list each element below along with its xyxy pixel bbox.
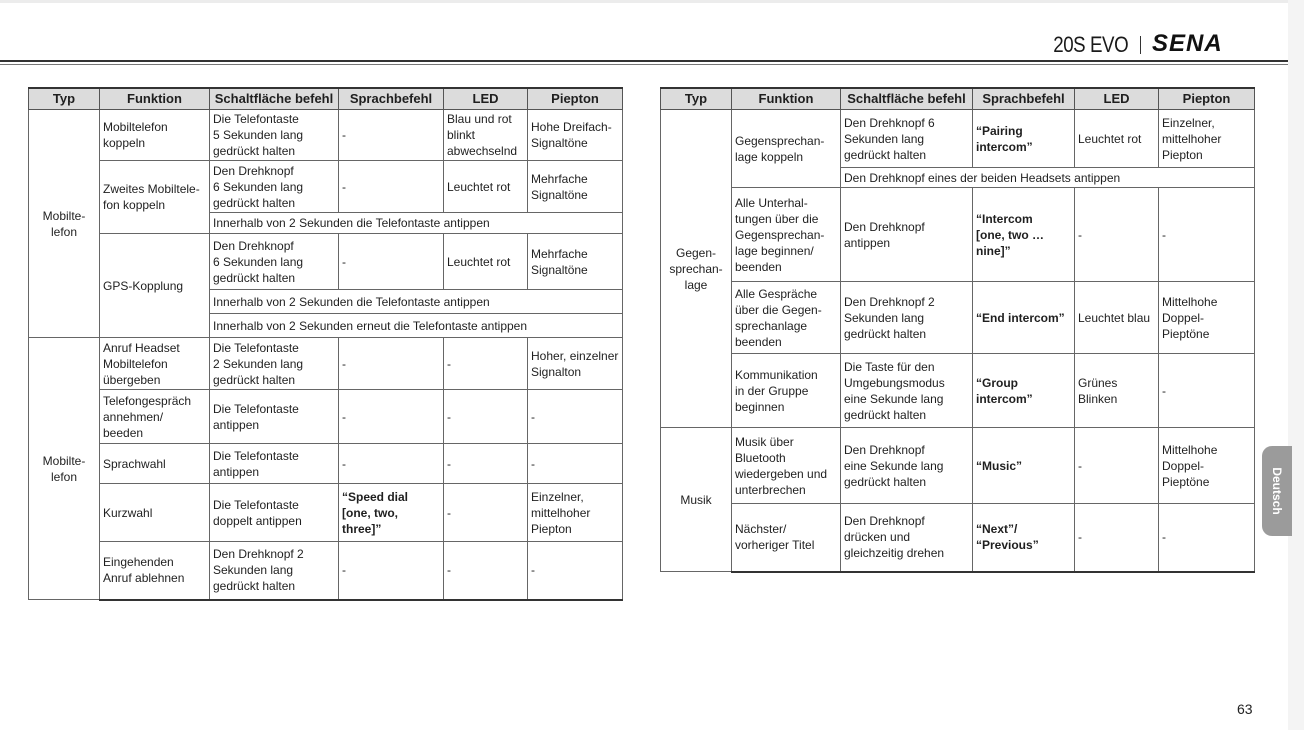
beep-cell: Mehrfache Signaltöne bbox=[528, 234, 623, 290]
table-row bbox=[29, 234, 623, 290]
funktion-cell: Alle Unterhal- tungen über die Gegensprechan- lage beginnen/ beenden bbox=[732, 188, 841, 282]
button-command-cell: Die Telefontaste antippen bbox=[210, 444, 339, 484]
page-number: 63 bbox=[1237, 701, 1253, 717]
button-command-cell: Den Drehknopf drücken und gleichzeitig drehen bbox=[841, 504, 973, 572]
header-sprachbefehl: Sprachbefehl bbox=[973, 88, 1075, 110]
led-cell: - bbox=[444, 444, 528, 484]
led-cell: Leuchtet rot bbox=[444, 234, 528, 290]
led-cell: Blau und rot blinkt abwechselnd bbox=[444, 110, 528, 161]
beep-cell: Mittelhohe Doppel- Pieptöne bbox=[1159, 428, 1255, 504]
beep-cell: Einzelner, mittelhoher Piepton bbox=[1159, 110, 1255, 168]
beep-cell: Mehrfache Signaltöne bbox=[528, 161, 623, 213]
funktion-cell: Sprachwahl bbox=[100, 444, 210, 484]
voice-command-cell: “Speed dial [one, two, three]” bbox=[339, 484, 444, 542]
led-cell: - bbox=[444, 542, 528, 600]
voice-command-cell: “Pairing intercom” bbox=[973, 110, 1075, 168]
followup-step-cell: Innerhalb von 2 Sekunden die Telefontaste antippen bbox=[210, 290, 623, 314]
voice-command-cell: - bbox=[339, 390, 444, 444]
funktion-cell: Musik über Bluetooth wiedergeben und unterbrechen bbox=[732, 428, 841, 504]
button-command-cell: Den Drehknopf 6 Sekunden lang gedrückt halten bbox=[841, 110, 973, 168]
table-row bbox=[29, 542, 623, 600]
header-rule bbox=[0, 60, 1288, 62]
beep-cell: Mittelhohe Doppel- Pieptöne bbox=[1159, 282, 1255, 354]
funktion-cell: Eingehenden Anruf ablehnen bbox=[100, 542, 210, 600]
header-funktion: Funktion bbox=[732, 88, 841, 110]
funktion-cell: Kommunikation in der Gruppe beginnen bbox=[732, 354, 841, 428]
header-schaltflaeche: Schaltfläche befehl bbox=[210, 88, 339, 110]
header-led: LED bbox=[1075, 88, 1159, 110]
typ-cell: Gegen- sprechan- lage bbox=[661, 110, 732, 428]
beep-cell: - bbox=[528, 542, 623, 600]
beep-cell: Hoher, einzelner Signalton bbox=[528, 338, 623, 390]
table-row bbox=[29, 161, 623, 213]
button-command-cell: Den Drehknopf 2 Sekunden lang gedrückt halten bbox=[841, 282, 973, 354]
button-command-cell: Den Drehknopf 6 Sekunden lang gedrückt halten bbox=[210, 234, 339, 290]
button-command-cell: Den Drehknopf antippen bbox=[841, 188, 973, 282]
funktion-cell: Anruf Headset Mobiltelefon übergeben bbox=[100, 338, 210, 390]
header-rule-thin bbox=[0, 64, 1288, 65]
voice-command-cell: “Music” bbox=[973, 428, 1075, 504]
followup-step-cell: Den Drehknopf eines der beiden Headsets antippen bbox=[841, 168, 1255, 188]
table-row bbox=[661, 354, 1255, 428]
led-cell: Leuchtet blau bbox=[1075, 282, 1159, 354]
beep-cell: Einzelner, mittelhoher Piepton bbox=[528, 484, 623, 542]
funktion-cell: Nächster/ vorheriger Titel bbox=[732, 504, 841, 572]
button-command-cell: Die Telefontaste 5 Sekunden lang gedrückt halten bbox=[210, 110, 339, 161]
table-header-row bbox=[29, 88, 623, 110]
beep-cell: - bbox=[1159, 354, 1255, 428]
voice-command-cell: “Next”/ “Previous” bbox=[973, 504, 1075, 572]
button-command-cell: Die Telefontaste doppelt antippen bbox=[210, 484, 339, 542]
button-command-cell: Den Drehknopf 6 Sekunden lang gedrückt halten bbox=[210, 161, 339, 213]
funktion-cell: Zweites Mobiltele- fon koppeln bbox=[100, 161, 210, 234]
led-cell: Leuchtet rot bbox=[1075, 110, 1159, 168]
typ-cell: Mobilte- lefon bbox=[29, 110, 100, 338]
table-row bbox=[29, 484, 623, 542]
led-cell: - bbox=[1075, 504, 1159, 572]
typ-cell: Musik bbox=[661, 428, 732, 572]
left-command-table bbox=[28, 87, 623, 601]
beep-cell: - bbox=[1159, 188, 1255, 282]
button-command-cell: Den Drehknopf eine Sekunde lang gedrückt halten bbox=[841, 428, 973, 504]
beep-cell: - bbox=[1159, 504, 1255, 572]
header-typ: Typ bbox=[661, 88, 732, 110]
beep-cell: - bbox=[528, 444, 623, 484]
typ-cell: Mobilte- lefon bbox=[29, 338, 100, 600]
language-tab[interactable] bbox=[1262, 446, 1292, 536]
funktion-cell: Kurzwahl bbox=[100, 484, 210, 542]
led-cell: Leuchtet rot bbox=[444, 161, 528, 213]
voice-command-cell: “End intercom” bbox=[973, 282, 1075, 354]
voice-command-cell: “Group intercom” bbox=[973, 354, 1075, 428]
followup-step-cell: Innerhalb von 2 Sekunden die Telefontaste antippen bbox=[210, 213, 623, 234]
header-led: LED bbox=[444, 88, 528, 110]
language-tab-label: Deutsch bbox=[1270, 467, 1284, 515]
voice-command-cell: - bbox=[339, 338, 444, 390]
led-cell: - bbox=[444, 390, 528, 444]
page-header bbox=[0, 30, 1288, 60]
table-row bbox=[661, 428, 1255, 504]
funktion-cell: GPS-Kopplung bbox=[100, 234, 210, 338]
led-cell: - bbox=[444, 484, 528, 542]
brand-logo: SENA bbox=[1152, 30, 1223, 57]
voice-command-cell: - bbox=[339, 110, 444, 161]
page-edge bbox=[1288, 0, 1304, 730]
table-row bbox=[661, 282, 1255, 354]
led-cell: Grünes Blinken bbox=[1075, 354, 1159, 428]
beep-cell: Hohe Dreifach- Signaltöne bbox=[528, 110, 623, 161]
funktion-cell: Gegensprechan- lage koppeln bbox=[732, 110, 841, 188]
table-row bbox=[29, 338, 623, 390]
voice-command-cell: - bbox=[339, 161, 444, 213]
led-cell: - bbox=[1075, 188, 1159, 282]
table-row bbox=[29, 444, 623, 484]
voice-command-cell: - bbox=[339, 542, 444, 600]
button-command-cell: Die Telefontaste 2 Sekunden lang gedrückt halten bbox=[210, 338, 339, 390]
header-piepton: Piepton bbox=[1159, 88, 1255, 110]
button-command-cell: Den Drehknopf 2 Sekunden lang gedrückt halten bbox=[210, 542, 339, 600]
table-row bbox=[29, 110, 623, 161]
voice-command-cell: - bbox=[339, 234, 444, 290]
header-schaltflaeche: Schaltfläche befehl bbox=[841, 88, 973, 110]
funktion-cell: Alle Gespräche über die Gegen- sprechanlage beenden bbox=[732, 282, 841, 354]
voice-command-cell: “Intercom [one, two … nine]” bbox=[973, 188, 1075, 282]
model-name: 20S EVO bbox=[1053, 32, 1128, 57]
table-row bbox=[29, 390, 623, 444]
led-cell: - bbox=[1075, 428, 1159, 504]
header-funktion: Funktion bbox=[100, 88, 210, 110]
voice-command-cell: - bbox=[339, 444, 444, 484]
table-row bbox=[661, 110, 1255, 168]
button-command-cell: Die Telefontaste antippen bbox=[210, 390, 339, 444]
funktion-cell: Telefongespräch annehmen/ beeden bbox=[100, 390, 210, 444]
funktion-cell: Mobiltelefon koppeln bbox=[100, 110, 210, 161]
beep-cell: - bbox=[528, 390, 623, 444]
header-sprachbefehl: Sprachbefehl bbox=[339, 88, 444, 110]
header-piepton: Piepton bbox=[528, 88, 623, 110]
header-typ: Typ bbox=[29, 88, 100, 110]
top-border bbox=[0, 0, 1288, 3]
table-row bbox=[661, 504, 1255, 572]
followup-step-cell: Innerhalb von 2 Sekunden erneut die Telefontaste antippen bbox=[210, 314, 623, 338]
table-header-row bbox=[661, 88, 1255, 110]
led-cell: - bbox=[444, 338, 528, 390]
right-command-table bbox=[660, 87, 1255, 573]
table-row bbox=[661, 188, 1255, 282]
header-separator bbox=[1140, 36, 1141, 54]
button-command-cell: Die Taste für den Umgebungsmodus eine Sekunde lang gedrückt halten bbox=[841, 354, 973, 428]
